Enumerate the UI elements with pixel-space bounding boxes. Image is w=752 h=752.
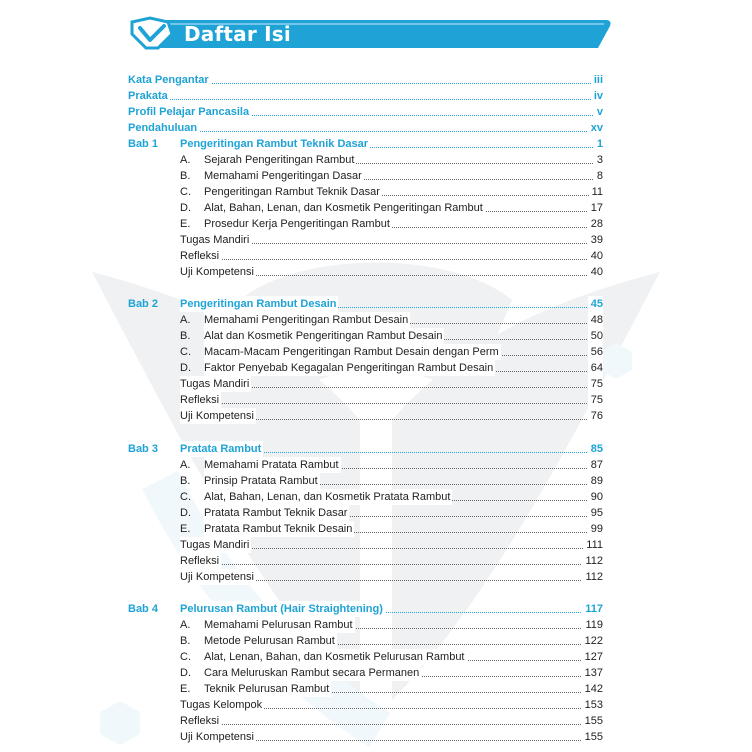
page-number: 99	[588, 521, 603, 537]
entry-title: Refleksi	[180, 250, 220, 262]
page-number: 90	[588, 489, 603, 505]
item-letter: A.	[180, 619, 191, 631]
toc-entry-item[interactable]	[128, 328, 603, 344]
entry-title: Tugas Kelompok	[180, 699, 263, 711]
toc-entry-item[interactable]	[128, 553, 603, 569]
entry-title: Profil Pelajar Pancasila	[128, 106, 250, 118]
toc-entry-chapter[interactable]	[128, 296, 603, 312]
page-number: 8	[594, 168, 603, 184]
toc-entry-chapter[interactable]	[128, 441, 603, 457]
toc-entry-chapter[interactable]	[128, 601, 603, 617]
page-number: 64	[588, 360, 603, 376]
toc-entry-item[interactable]	[128, 312, 603, 328]
toc-entry-item[interactable]	[128, 729, 603, 745]
entry-title: Kata Pengantar	[128, 74, 209, 86]
toc-entry-item[interactable]	[128, 264, 603, 280]
toc-entry-item[interactable]	[128, 489, 603, 505]
entry-title: Memahami Pratata Rambut	[204, 459, 339, 471]
page-number: 76	[588, 408, 603, 424]
entry-title: Refleksi	[180, 715, 220, 727]
page-title: Daftar Isi	[184, 22, 291, 46]
item-letter: E.	[180, 523, 191, 535]
page-number: 17	[588, 200, 603, 216]
toc-entry-item[interactable]	[128, 697, 603, 713]
toc-entry-item[interactable]	[128, 649, 603, 665]
chapter-number: Bab 2	[128, 298, 158, 310]
entry-title: Alat, Bahan, Lenan, dan Kosmetik Pratata Rambut	[204, 491, 451, 503]
page-number: 40	[588, 264, 603, 280]
entry-title: Alat, Lenan, Bahan, dan Kosmetik Pelurusan Rambut	[204, 651, 465, 663]
toc-entry-item[interactable]	[128, 505, 603, 521]
item-letter: D.	[180, 507, 191, 519]
page-number: 155	[582, 729, 603, 745]
chapter-number: Bab 1	[128, 138, 158, 150]
toc-entry-item[interactable]	[128, 408, 603, 424]
toc-entry-item[interactable]	[128, 633, 603, 649]
toc-entry-item[interactable]	[128, 521, 603, 537]
page-number: 11	[589, 184, 603, 200]
toc-entry-item[interactable]	[128, 360, 603, 376]
page-number: 56	[588, 344, 603, 360]
toc-entry-item[interactable]	[128, 537, 603, 553]
page-number: 112	[582, 569, 603, 585]
toc-entry-item[interactable]	[128, 344, 603, 360]
entry-title: Uji Kompetensi	[180, 571, 254, 583]
toc-entry-item[interactable]	[128, 168, 603, 184]
entry-title: Pelurusan Rambut (Hair Straightening)	[180, 603, 383, 615]
entry-title: Uji Kompetensi	[180, 731, 254, 743]
page-number: 3	[594, 152, 603, 168]
item-letter: D.	[180, 667, 191, 679]
dot-leader	[180, 724, 599, 725]
item-letter: B.	[180, 170, 191, 182]
dot-leader	[128, 99, 599, 100]
page-number: 111	[583, 537, 603, 553]
toc-entry-item[interactable]	[128, 392, 603, 408]
item-letter: C.	[180, 651, 191, 663]
dot-leader	[180, 564, 599, 565]
entry-title: Pratata Rambut Teknik Desain	[204, 523, 353, 535]
entry-title: Prosedur Kerja Pengeritingan Rambut	[204, 218, 390, 230]
item-letter: A.	[180, 459, 191, 471]
toc-entry-front-matter[interactable]	[128, 120, 603, 136]
item-letter: C.	[180, 491, 191, 503]
entry-title: Pengeritingan Rambut Teknik Dasar	[204, 186, 380, 198]
item-letter: D.	[180, 202, 191, 214]
entry-title: Sejarah Pengeritingan Rambut	[204, 154, 355, 166]
entry-title: Refleksi	[180, 555, 220, 567]
item-letter: A.	[180, 154, 191, 166]
toc-entry-item[interactable]	[128, 473, 603, 489]
page-number: iii	[591, 72, 603, 88]
entry-title: Alat, Bahan, Lenan, dan Kosmetik Pengeritingan Rambut	[204, 202, 483, 214]
entry-title: Prinsip Pratata Rambut	[204, 475, 318, 487]
page-number: 75	[588, 376, 603, 392]
entry-title: Teknik Pelurusan Rambut	[204, 683, 330, 695]
entry-title: Cara Meluruskan Rambut secara Permanen	[204, 667, 420, 679]
dot-leader	[180, 403, 599, 404]
page-number: 153	[582, 697, 603, 713]
entry-title: Memahami Pengeritingan Rambut Desain	[204, 314, 409, 326]
page-number: 45	[588, 296, 603, 312]
entry-title: Pendahuluan	[128, 122, 198, 134]
toc-entry-item[interactable]	[128, 152, 603, 168]
page-number: 39	[588, 232, 603, 248]
item-letter: C.	[180, 346, 191, 358]
page-number: 122	[582, 633, 603, 649]
toc-entry-item[interactable]	[128, 248, 603, 264]
page-number: 75	[588, 392, 603, 408]
page-number: 117	[582, 601, 603, 617]
entry-title: Faktor Penyebab Kegagalan Pengeritingan Rambut Desain	[204, 362, 494, 374]
page-number: xv	[588, 120, 603, 136]
toc-entry-item[interactable]	[128, 184, 603, 200]
item-letter: B.	[180, 475, 191, 487]
page-number: 1	[594, 136, 603, 152]
toc-entry-item[interactable]	[128, 457, 603, 473]
toc-entry-item[interactable]	[128, 665, 603, 681]
page-number: 112	[582, 553, 603, 569]
page-number: 89	[588, 473, 603, 489]
page-number: 87	[588, 457, 603, 473]
page-number: v	[594, 104, 603, 120]
page-number: 142	[582, 681, 603, 697]
toc-entry-item[interactable]	[128, 617, 603, 633]
toc-entry-item[interactable]	[128, 681, 603, 697]
entry-title: Metode Pelurusan Rambut	[204, 635, 335, 647]
toc-entry-item[interactable]	[128, 376, 603, 392]
page-number: 28	[588, 216, 603, 232]
page-number: 127	[582, 649, 603, 665]
entry-title: Pengeritingan Rambut Desain	[180, 298, 337, 310]
item-letter: B.	[180, 330, 191, 342]
toc-entry-item[interactable]	[128, 569, 603, 585]
page-number: iv	[591, 88, 603, 104]
chapter-number: Bab 4	[128, 603, 158, 615]
toc-entry-item[interactable]	[128, 216, 603, 232]
page-number: 50	[588, 328, 603, 344]
entry-title: Pratata Rambut Teknik Dasar	[204, 507, 348, 519]
toc-entry-item[interactable]	[128, 200, 603, 216]
entry-title: Uji Kompetensi	[180, 410, 254, 422]
entry-title: Pratata Rambut	[180, 443, 262, 455]
item-letter: D.	[180, 362, 191, 374]
page-number: 40	[588, 248, 603, 264]
toc-entry-item[interactable]	[128, 713, 603, 729]
entry-title: Tugas Mandiri	[180, 378, 250, 390]
dot-leader	[180, 259, 599, 260]
entry-title: Memahami Pelurusan Rambut	[204, 619, 353, 631]
item-letter: C.	[180, 186, 191, 198]
item-letter: E.	[180, 218, 191, 230]
entry-title: Macam-Macam Pengeritingan Rambut Desain dengan Perm	[204, 346, 499, 358]
entry-title: Alat dan Kosmetik Pengeritingan Rambut Desain	[204, 330, 443, 342]
entry-title: Refleksi	[180, 394, 220, 406]
page-number: 85	[588, 441, 603, 457]
item-letter: B.	[180, 635, 191, 647]
entry-title: Uji Kompetensi	[180, 266, 254, 278]
item-letter: A.	[180, 314, 191, 326]
entry-title: Pengeritingan Rambut Teknik Dasar	[180, 138, 369, 150]
page-number: 155	[582, 713, 603, 729]
toc-entry-front-matter[interactable]	[128, 72, 603, 88]
toc-entry-item[interactable]	[128, 232, 603, 248]
entry-title: Tugas Mandiri	[180, 234, 250, 246]
toc-entry-front-matter[interactable]	[128, 88, 603, 104]
page-number: 95	[588, 505, 603, 521]
page-number: 48	[588, 312, 603, 328]
entry-title: Tugas Mandiri	[180, 539, 250, 551]
chapter-number: Bab 3	[128, 443, 158, 455]
page-number: 119	[582, 617, 603, 633]
page-number: 137	[582, 665, 603, 681]
toc-entry-front-matter[interactable]	[128, 104, 603, 120]
entry-title: Prakata	[128, 90, 168, 102]
entry-title: Memahami Pengeritingan Dasar	[204, 170, 362, 182]
item-letter: E.	[180, 683, 191, 695]
toc-entry-chapter[interactable]	[128, 136, 603, 152]
